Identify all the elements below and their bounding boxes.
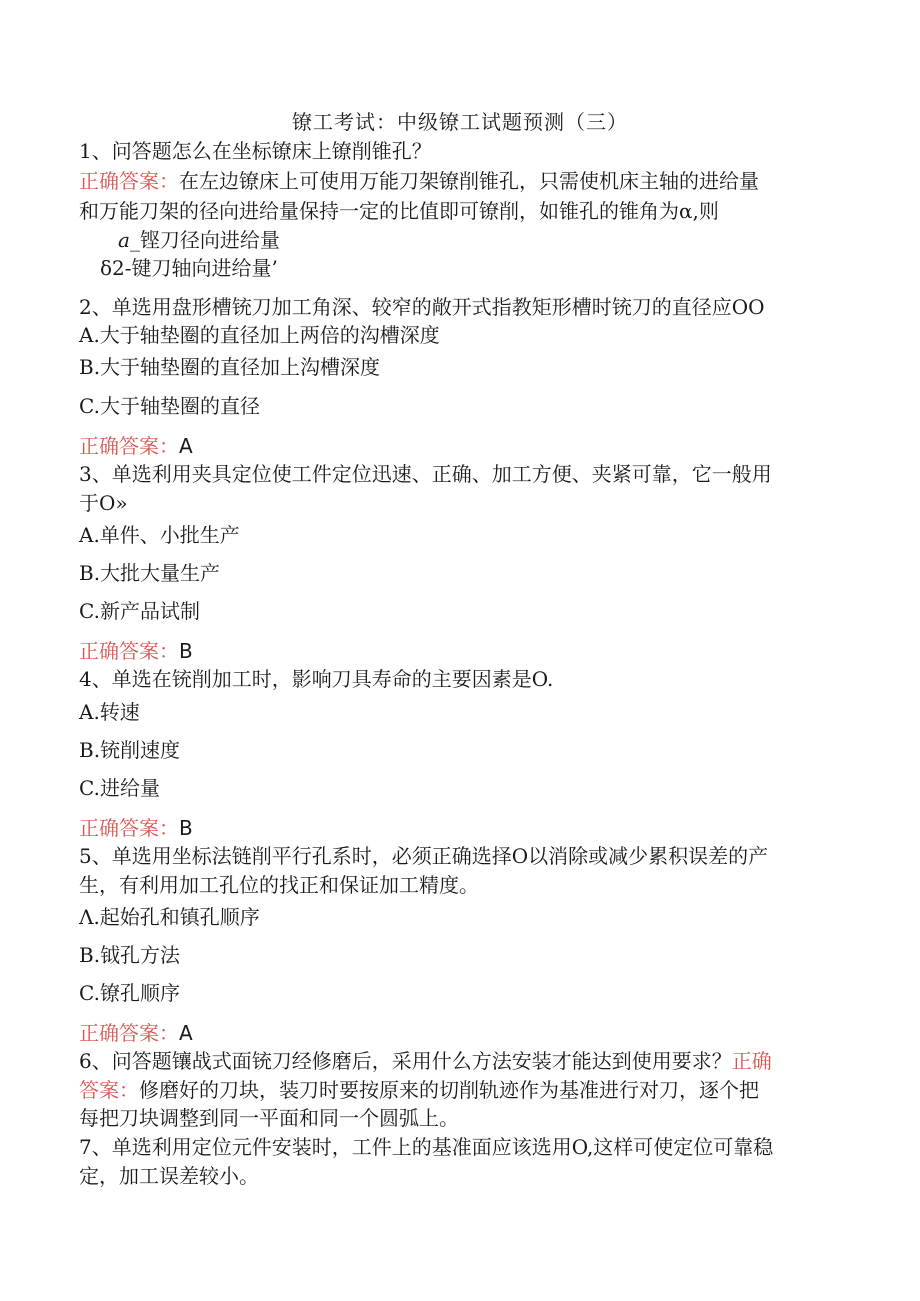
q1-answer-line1 bbox=[79, 168, 759, 194]
q5-option-b: B.钺孔方法 bbox=[79, 943, 181, 967]
q1-answer-text1: 在左边镣床上可使用万能刀架镣削锥孔，只需使机床主轴的进给量 bbox=[179, 169, 759, 193]
answer-label: 正确 bbox=[731, 1049, 772, 1073]
answer-value: A bbox=[179, 434, 193, 458]
q3-stem-line2: 于O» bbox=[79, 491, 128, 515]
q5-option-a: Λ.起始孔和镇孔顺序 bbox=[79, 905, 260, 929]
q2-option-b: B.大于轴垫圈的直径加上沟槽深度 bbox=[79, 355, 381, 379]
q3-option-c: C.新产品试制 bbox=[79, 599, 200, 623]
formula-variable: a bbox=[118, 228, 130, 252]
q1-stem: 1、问答题怎么在坐标镣床上镣削锥孔？ bbox=[79, 139, 432, 163]
answer-label: 答案： bbox=[79, 1078, 139, 1102]
q7-stem-line1: 7、单选利用定位元件安装时，工件上的基准面应该选用O,这样可使定位可靠稳 bbox=[79, 1135, 774, 1159]
q4-option-c: C.进给量 bbox=[79, 776, 160, 800]
q6-answer-line1 bbox=[79, 1077, 759, 1103]
q4-stem: 4、单选在铳削加工时，影响刀具寿命的主要因素是O. bbox=[79, 667, 554, 691]
q3-answer bbox=[79, 638, 193, 664]
q4-answer bbox=[79, 815, 193, 841]
q5-answer bbox=[79, 1020, 193, 1046]
q3-stem-line1: 3、单选利用夹具定位使工件定位迅速、正确、加工方便、夹紧可靠，它一般用 bbox=[79, 462, 772, 486]
formula-numerator: _铿刀径向进给量 bbox=[129, 228, 280, 252]
q4-option-a: A.转速 bbox=[79, 700, 140, 724]
q1-formula-line1 bbox=[118, 227, 280, 253]
q6-stem-line1 bbox=[79, 1048, 772, 1074]
q5-stem-line2: 生，有利用加工孔位的找正和保证加工精度。 bbox=[79, 873, 479, 897]
q2-option-a: A.大于轴垫圈的直径加上两倍的沟槽深度 bbox=[79, 323, 440, 347]
answer-label: 正确答案： bbox=[79, 639, 179, 663]
q5-option-c: C.镣孔顺序 bbox=[79, 981, 180, 1005]
q2-option-c: C.大于轴垫圈的直径 bbox=[79, 394, 260, 418]
q6-answer-text1: 修磨好的刀块，装刀时要按原来的切削轨迹作为基准进行对刀，逐个把 bbox=[139, 1078, 759, 1102]
q3-option-b: B.大批大量生产 bbox=[79, 561, 221, 585]
answer-value: B bbox=[179, 639, 193, 663]
answer-label: 正确答案： bbox=[79, 434, 179, 458]
answer-label: 正确答案： bbox=[79, 1021, 179, 1045]
q6-stem-text: 6、问答题镶战式面铳刀经修磨后，采用什么方法安装才能达到使用要求？ bbox=[79, 1049, 732, 1073]
q1-formula-line2: δ2-键刀轴向进给量’ bbox=[100, 256, 278, 280]
q6-answer-line2: 每把刀块调整到同一平面和同一个圆弧上。 bbox=[79, 1106, 459, 1130]
q3-option-a: A.单件、小批生产 bbox=[79, 523, 240, 547]
answer-label: 正确答案： bbox=[79, 816, 179, 840]
q1-answer-line2: 和万能刀架的径向进给量保持一定的比值即可镣削，如锥孔的锥角为α,则 bbox=[79, 199, 719, 223]
answer-label: 正确答案： bbox=[79, 169, 179, 193]
q5-stem-line1: 5、单选用坐标法链削平行孔系时，必须正确选择O以消除或减少累积误差的产 bbox=[79, 844, 769, 868]
q4-option-b: B.铳削速度 bbox=[79, 738, 181, 762]
answer-value: A bbox=[179, 1021, 193, 1045]
page-title: 镣工考试：中级镣工试题预测（三） bbox=[292, 110, 628, 134]
answer-value: B bbox=[179, 816, 193, 840]
q2-stem: 2、单选用盘形槽铳刀加工角深、较窄的敞开式指教矩形槽时铳刀的直径应OO bbox=[79, 295, 765, 319]
q2-answer bbox=[79, 433, 193, 459]
q7-stem-line2: 定，加工误差较小。 bbox=[79, 1164, 259, 1188]
